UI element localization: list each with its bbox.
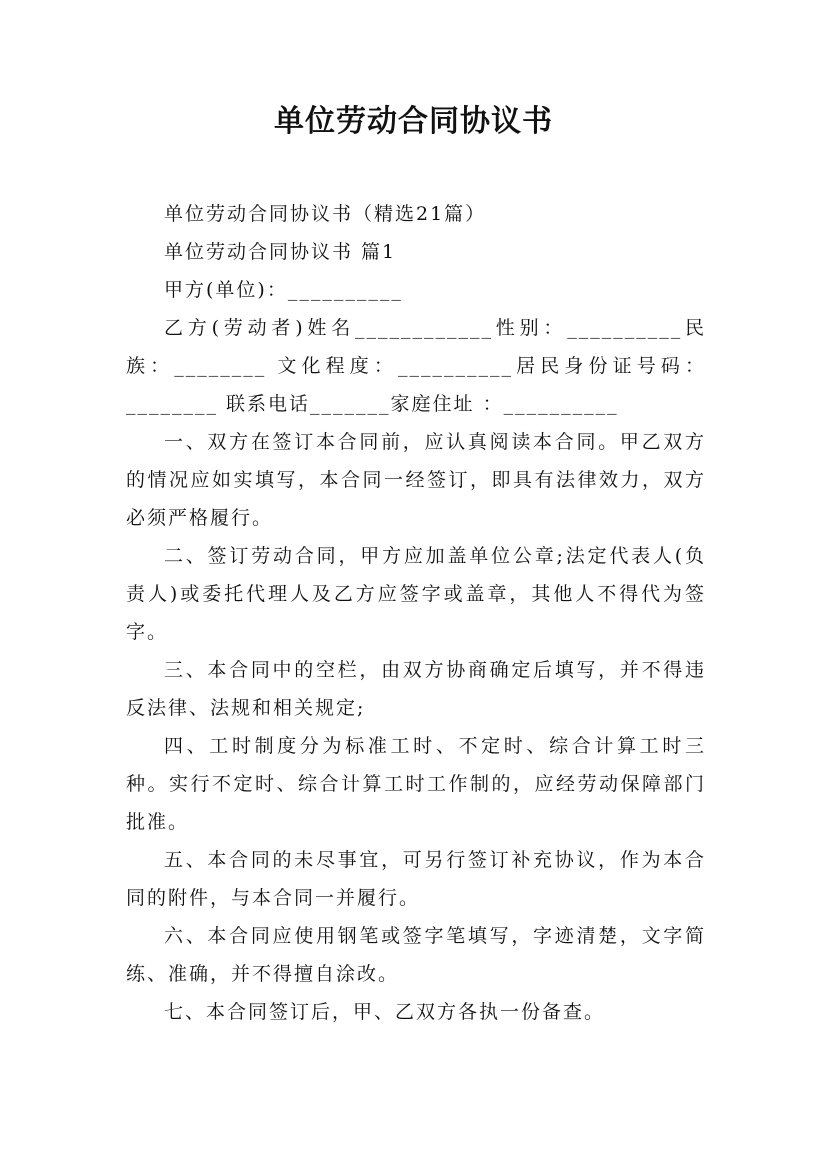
document-title: 单位劳动合同协议书 — [274, 104, 553, 139]
paragraph-party-b: 乙方(劳动者)姓名____________性别：__________民族：________ 文化程度：__________居民身份证号码：________ 联系电话_______家庭住址 ：__________ — [126, 317, 706, 415]
paragraph-clause-1: 一、双方在签订本合同前，应认真阅读本合同。甲乙双方的情况应如实填写，本合同一经签订，即具有法律效力，双方必须严格履行。 — [126, 431, 706, 529]
paragraph-section-heading: 单位劳动合同协议书 篇1 — [164, 241, 397, 263]
paragraph-clause-3: 三、本合同中的空栏，由双方协商确定后填写，并不得违反法律、法规和相关规定; — [126, 659, 706, 719]
paragraph-clause-6: 六、本合同应使用钢笔或签字笔填写，字迹清楚，文字简练、准确，并不得擅自涂改。 — [126, 925, 706, 985]
paragraph-clause-2: 二、签订劳动合同，甲方应加盖单位公章;法定代表人(负责人)或委托代理人及乙方应签字或盖章，其他人不得代为签字。 — [126, 545, 706, 643]
paragraph-clause-4: 四、工时制度分为标准工时、不定时、综合计算工时三种。实行不定时、综合计算工时工作制的，应经劳动保障部门批准。 — [126, 735, 706, 833]
document-body — [126, 195, 706, 1031]
paragraph-clause-7: 七、本合同签订后，甲、乙双方各执一份备查。 — [164, 1001, 606, 1023]
paragraph-party-a: 甲方(单位)：__________ — [164, 279, 403, 301]
paragraph-clause-5: 五、本合同的未尽事宜，可另行签订补充协议，作为本合同的附件，与本合同一并履行。 — [126, 849, 706, 909]
paragraph-subtitle: 单位劳动合同协议书（精选21篇） — [164, 203, 487, 225]
